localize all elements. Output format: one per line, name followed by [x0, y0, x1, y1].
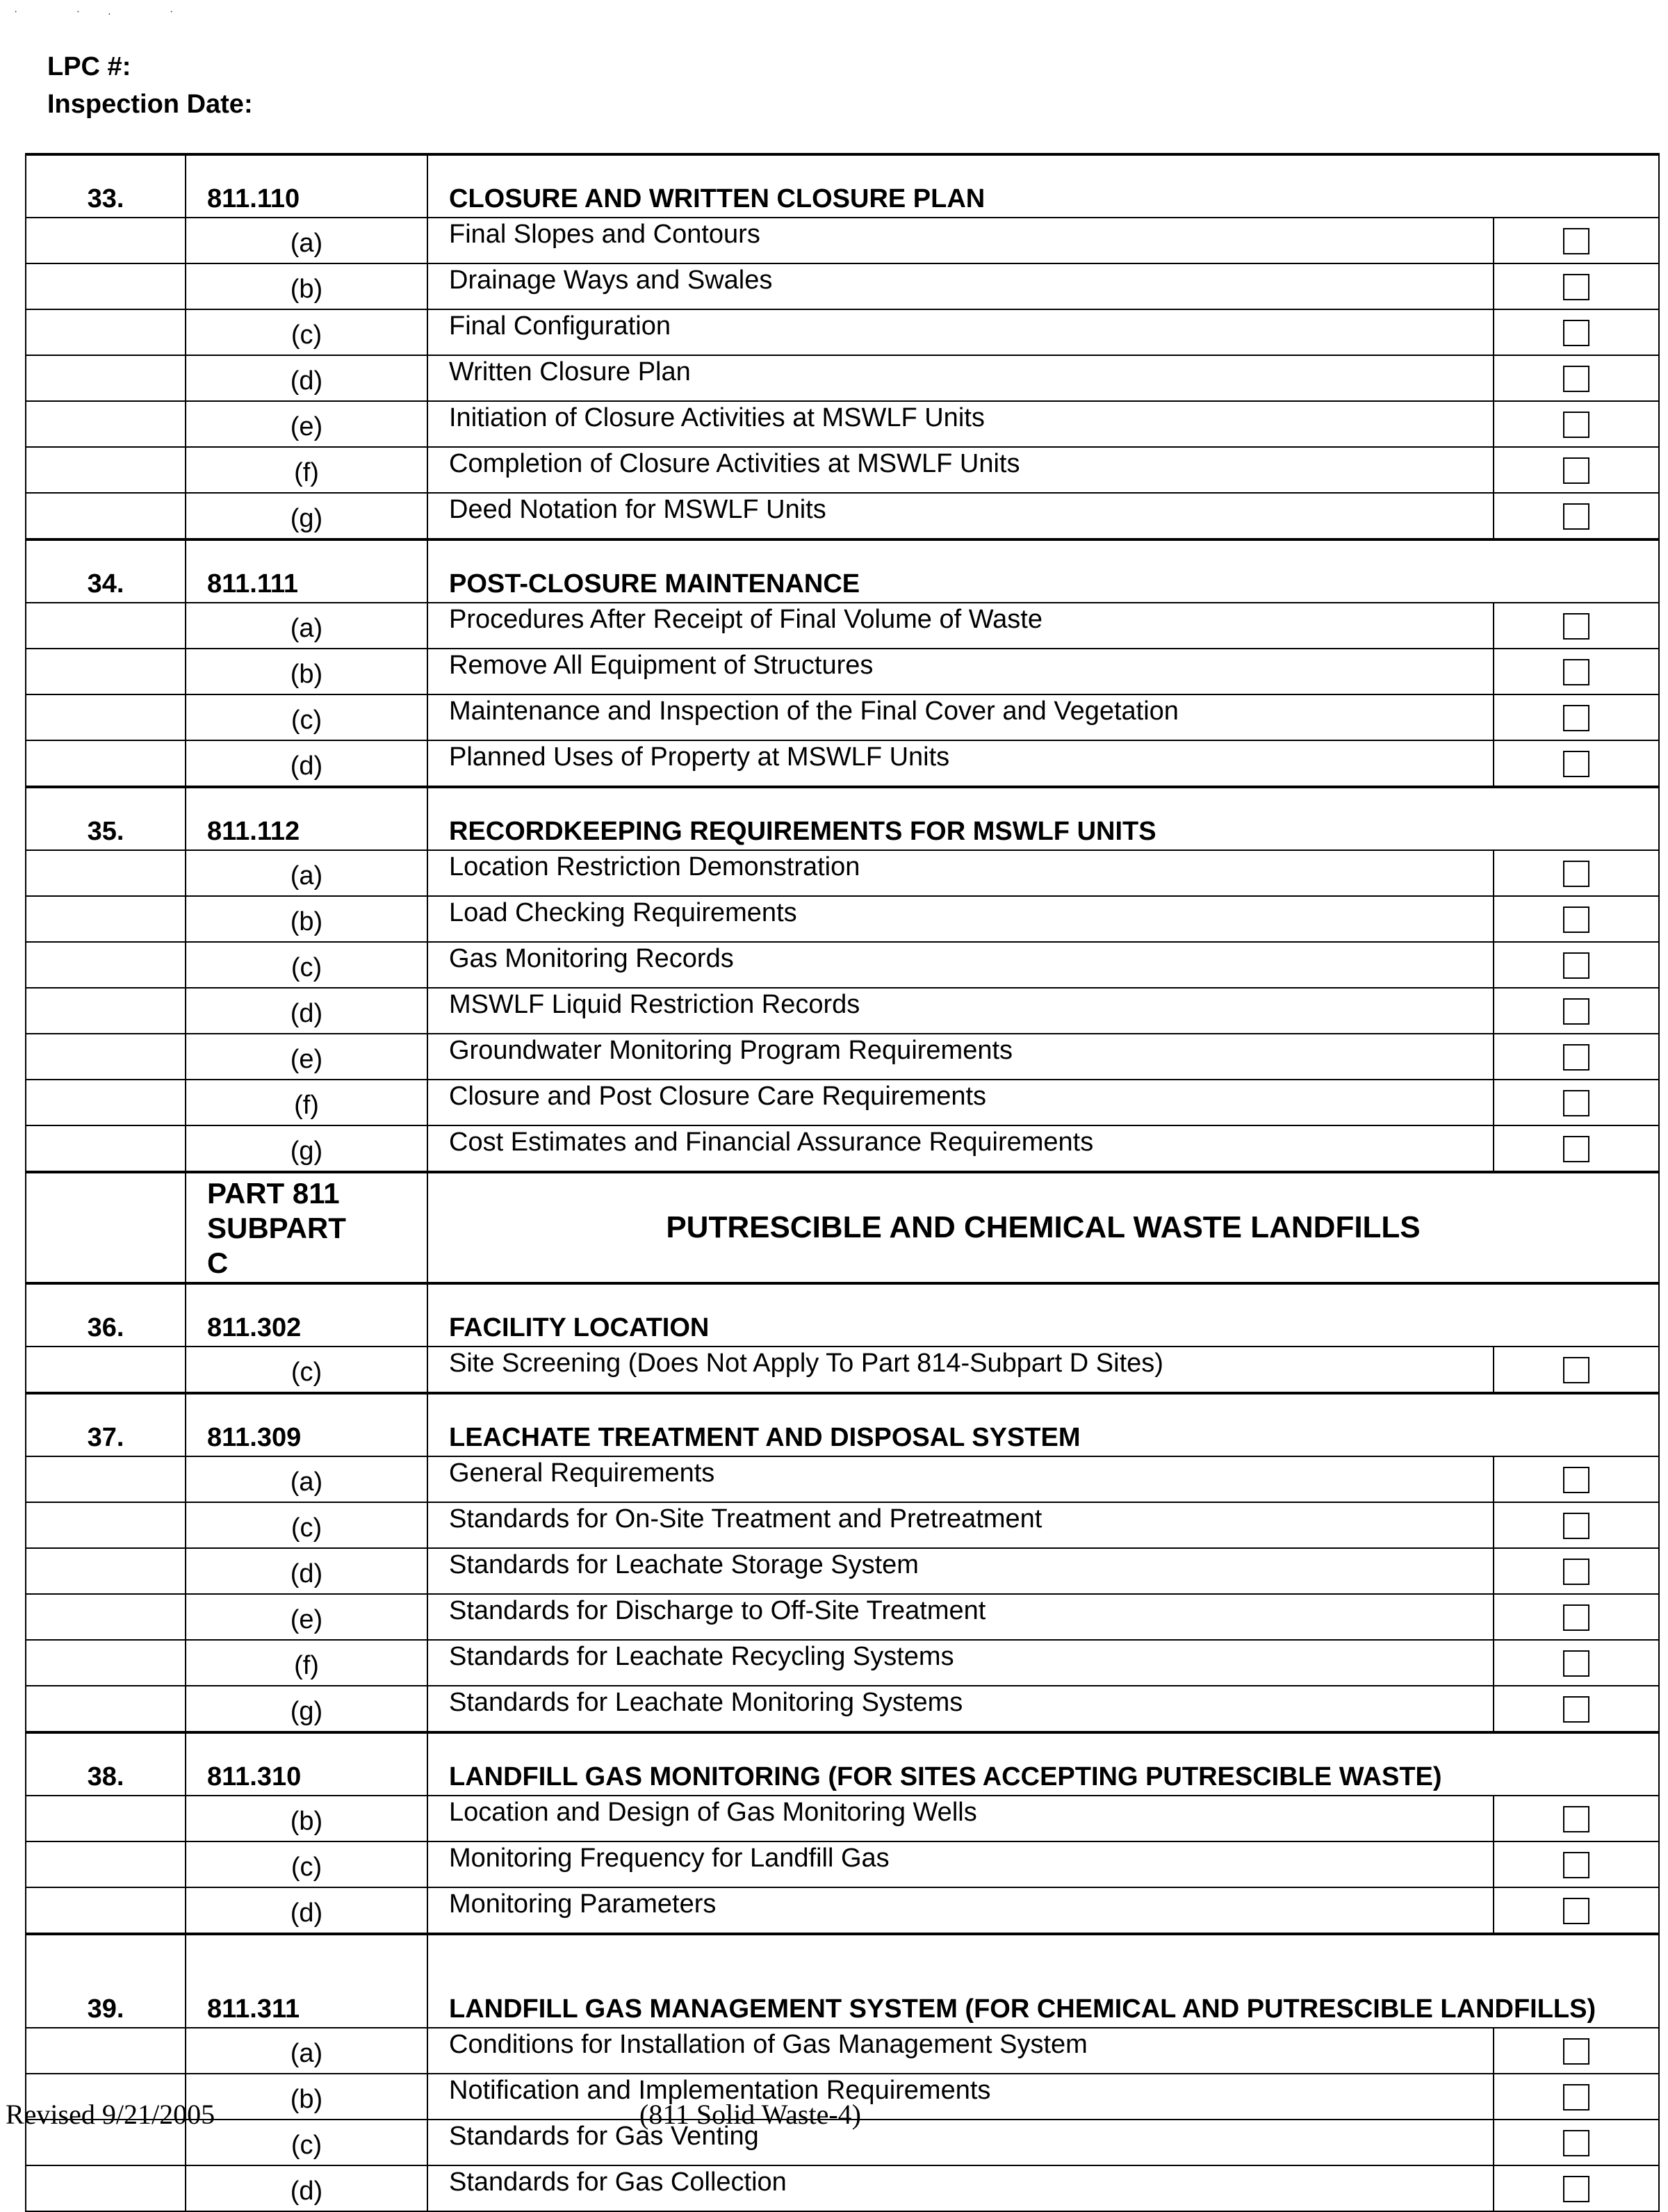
item-checkbox[interactable]	[1563, 1467, 1589, 1493]
section-header-row	[26, 787, 1659, 850]
subsection-label: (c)	[186, 309, 427, 355]
empty-number-cell	[26, 309, 186, 355]
item-checkbox[interactable]	[1563, 1650, 1589, 1677]
page-identifier: (811 Solid Waste-4)	[639, 2099, 861, 2130]
checkbox-cell	[1494, 1686, 1659, 1732]
section-number: 37.	[26, 1393, 186, 1456]
subsection-label: (g)	[186, 1686, 427, 1732]
item-description: Initiation of Closure Activities at MSWLF Units	[427, 401, 1494, 447]
item-description: Monitoring Frequency for Landfill Gas	[427, 1841, 1494, 1887]
regulation-number: 811.311	[186, 1934, 427, 2028]
empty-number-cell	[26, 942, 186, 988]
empty-number-cell	[26, 447, 186, 493]
checkbox-cell	[1494, 2028, 1659, 2074]
subsection-label: (d)	[186, 988, 427, 1034]
item-description: General Requirements	[427, 1456, 1494, 1502]
section-number: 39.	[26, 1934, 186, 2028]
section-title: CLOSURE AND WRITTEN CLOSURE PLAN	[427, 154, 1659, 218]
empty-number-cell	[26, 355, 186, 401]
checkbox-cell	[1494, 309, 1659, 355]
part-subpart-label	[186, 1172, 427, 1283]
item-description: Deed Notation for MSWLF Units	[427, 493, 1494, 539]
item-checkbox[interactable]	[1563, 2130, 1589, 2156]
subsection-label: (b)	[186, 2074, 427, 2120]
scan-marks: · ·. ·	[14, 6, 202, 17]
subsection-label: (c)	[186, 2120, 427, 2165]
section-header-row	[26, 1283, 1659, 1347]
checklist-item-row	[26, 896, 1659, 942]
checklist-item-row	[26, 1594, 1659, 1640]
item-description: Load Checking Requirements	[427, 896, 1494, 942]
checkbox-cell	[1494, 988, 1659, 1034]
item-checkbox[interactable]	[1563, 1090, 1589, 1116]
checkbox-cell	[1494, 2120, 1659, 2165]
item-checkbox[interactable]	[1563, 274, 1589, 300]
item-description: Standards for Gas Collection	[427, 2165, 1494, 2211]
empty-number-cell	[26, 401, 186, 447]
checklist-item-row	[26, 355, 1659, 401]
item-description: Maintenance and Inspection of the Final Cover and Vegetation	[427, 694, 1494, 740]
checklist-item-row	[26, 2028, 1659, 2074]
item-checkbox[interactable]	[1563, 659, 1589, 685]
item-description: Standards for Gas Venting	[427, 2120, 1494, 2165]
section-title: FACILITY LOCATION	[427, 1283, 1659, 1347]
subsection-label: (d)	[186, 740, 427, 787]
section-title: LANDFILL GAS MANAGEMENT SYSTEM (FOR CHEMICAL AND PUTRESCIBLE LANDFILLS)	[427, 1934, 1659, 2028]
checklist-item-row	[26, 1887, 1659, 1934]
checklist-item-row	[26, 649, 1659, 694]
item-checkbox[interactable]	[1563, 228, 1589, 254]
checklist-item-row	[26, 1034, 1659, 1080]
checkbox-cell	[1494, 942, 1659, 988]
empty-number-cell	[26, 1640, 186, 1686]
checklist-item-row	[26, 309, 1659, 355]
item-description: Conditions for Installation of Gas Management System	[427, 2028, 1494, 2074]
section-title: LEACHATE TREATMENT AND DISPOSAL SYSTEM	[427, 1393, 1659, 1456]
section-header-row	[26, 1934, 1659, 2028]
item-checkbox[interactable]	[1563, 861, 1589, 887]
checklist-item-row	[26, 740, 1659, 787]
subsection-label: (c)	[186, 1347, 427, 1393]
checkbox-cell	[1494, 493, 1659, 539]
checkbox-cell	[1494, 1034, 1659, 1080]
item-description: Notification and Implementation Requirements	[427, 2074, 1494, 2120]
subsection-label: (e)	[186, 1034, 427, 1080]
checklist-item-row	[26, 2165, 1659, 2211]
lpc-number-label: LPC #:	[47, 52, 131, 81]
checkbox-cell	[1494, 1548, 1659, 1594]
regulation-number: 811.310	[186, 1732, 427, 1796]
empty-number-cell	[26, 1080, 186, 1125]
item-checkbox[interactable]	[1563, 1806, 1589, 1832]
checklist-item-row	[26, 1796, 1659, 1841]
checklist-item-row	[26, 988, 1659, 1034]
empty-number-cell	[26, 1841, 186, 1887]
subsection-label: (a)	[186, 218, 427, 263]
subsection-label: (d)	[186, 1548, 427, 1594]
checklist-item-row	[26, 850, 1659, 896]
item-checkbox[interactable]	[1563, 1136, 1589, 1162]
section-number: 38.	[26, 1732, 186, 1796]
subsection-label: (c)	[186, 694, 427, 740]
section-number: 33.	[26, 154, 186, 218]
empty-number-cell	[26, 603, 186, 649]
subsection-label: (d)	[186, 1887, 427, 1934]
checkbox-cell	[1494, 1594, 1659, 1640]
empty-number-cell	[26, 263, 186, 309]
subsection-label: (b)	[186, 1796, 427, 1841]
section-number: 36.	[26, 1283, 186, 1347]
regulation-number: 811.110	[186, 154, 427, 218]
checklist-item-row	[26, 1456, 1659, 1502]
checkbox-cell	[1494, 1502, 1659, 1548]
item-description: Written Closure Plan	[427, 355, 1494, 401]
checklist-item-row	[26, 1502, 1659, 1548]
item-checkbox[interactable]	[1563, 2084, 1589, 2111]
subsection-label: (d)	[186, 2165, 427, 2211]
empty-number-cell	[26, 1034, 186, 1080]
item-description: Gas Monitoring Records	[427, 942, 1494, 988]
checklist-item-row	[26, 401, 1659, 447]
item-description: Planned Uses of Property at MSWLF Units	[427, 740, 1494, 787]
checkbox-cell	[1494, 2074, 1659, 2120]
checkbox-cell	[1494, 218, 1659, 263]
empty-number-cell	[26, 850, 186, 896]
empty-number-cell	[26, 493, 186, 539]
subsection-label: (a)	[186, 850, 427, 896]
subsection-label: (e)	[186, 1594, 427, 1640]
item-description: Procedures After Receipt of Final Volume of Waste	[427, 603, 1494, 649]
section-title: RECORDKEEPING REQUIREMENTS FOR MSWLF UNITS	[427, 787, 1659, 850]
item-description: Remove All Equipment of Structures	[427, 649, 1494, 694]
item-description: Standards for Leachate Recycling Systems	[427, 1640, 1494, 1686]
empty-number-cell	[26, 1347, 186, 1393]
item-checkbox[interactable]	[1563, 2038, 1589, 2065]
item-checkbox[interactable]	[1563, 906, 1589, 933]
item-checkbox[interactable]	[1563, 751, 1589, 777]
checkbox-cell	[1494, 694, 1659, 740]
checkbox-cell	[1494, 850, 1659, 896]
subsection-label: (f)	[186, 1080, 427, 1125]
empty-number-cell	[26, 218, 186, 263]
empty-number-cell	[26, 1456, 186, 1502]
section-header-row	[26, 154, 1659, 218]
subsection-label: (d)	[186, 355, 427, 401]
empty-number-cell	[26, 1548, 186, 1594]
item-description: Cost Estimates and Financial Assurance Requirements	[427, 1125, 1494, 1172]
checklist-item-row	[26, 603, 1659, 649]
subsection-label: (e)	[186, 401, 427, 447]
part-subpart-text: PART 811 SUBPART C	[207, 1177, 346, 1279]
subsection-label: (g)	[186, 493, 427, 539]
inspection-checklist-table	[25, 153, 1660, 2212]
checklist-item-row	[26, 1548, 1659, 1594]
checkbox-cell	[1494, 1080, 1659, 1125]
item-description: Monitoring Parameters	[427, 1887, 1494, 1934]
checkbox-cell	[1494, 1347, 1659, 1393]
checkbox-cell	[1494, 2165, 1659, 2211]
item-checkbox[interactable]	[1563, 2176, 1589, 2202]
item-description: Completion of Closure Activities at MSWLF Units	[427, 447, 1494, 493]
checklist-item-row	[26, 1347, 1659, 1393]
checkbox-cell	[1494, 263, 1659, 309]
empty-number-cell	[26, 1502, 186, 1548]
empty-number-cell	[26, 1172, 186, 1283]
item-checkbox[interactable]	[1563, 412, 1589, 438]
checkbox-cell	[1494, 401, 1659, 447]
subsection-label: (c)	[186, 1502, 427, 1548]
subsection-label: (b)	[186, 649, 427, 694]
checklist-item-row	[26, 694, 1659, 740]
checkbox-cell	[1494, 740, 1659, 787]
item-checkbox[interactable]	[1563, 457, 1589, 484]
checkbox-cell	[1494, 896, 1659, 942]
checklist-item-row	[26, 1841, 1659, 1887]
empty-number-cell	[26, 1686, 186, 1732]
revised-date: Revised 9/21/2005	[6, 2099, 215, 2130]
checkbox-cell	[1494, 1456, 1659, 1502]
section-number: 35.	[26, 787, 186, 850]
checkbox-cell	[1494, 447, 1659, 493]
checklist-item-row	[26, 1640, 1659, 1686]
subsection-label: (f)	[186, 1640, 427, 1686]
item-checkbox[interactable]	[1563, 1559, 1589, 1585]
empty-number-cell	[26, 649, 186, 694]
regulation-number: 811.111	[186, 539, 427, 603]
empty-number-cell	[26, 1887, 186, 1934]
item-checkbox[interactable]	[1563, 613, 1589, 640]
empty-number-cell	[26, 694, 186, 740]
empty-number-cell	[26, 896, 186, 942]
empty-number-cell	[26, 988, 186, 1034]
subsection-label: (b)	[186, 896, 427, 942]
item-description: Location Restriction Demonstration	[427, 850, 1494, 896]
checkbox-cell	[1494, 649, 1659, 694]
item-description: Standards for Leachate Storage System	[427, 1548, 1494, 1594]
checklist-item-row	[26, 263, 1659, 309]
checklist-body	[26, 154, 1659, 2211]
subsection-label: (g)	[186, 1125, 427, 1172]
item-description: MSWLF Liquid Restriction Records	[427, 988, 1494, 1034]
item-checkbox[interactable]	[1563, 952, 1589, 979]
subsection-label: (a)	[186, 603, 427, 649]
item-checkbox[interactable]	[1563, 998, 1589, 1025]
section-header-row	[26, 539, 1659, 603]
checklist-item-row	[26, 1686, 1659, 1732]
section-header-row	[26, 1732, 1659, 1796]
subsection-label: (f)	[186, 447, 427, 493]
part-divider-row	[26, 1172, 1659, 1283]
item-description: Standards for Discharge to Off-Site Treatment	[427, 1594, 1494, 1640]
checkbox-cell	[1494, 1640, 1659, 1686]
checkbox-cell	[1494, 1887, 1659, 1934]
section-header-row	[26, 1393, 1659, 1456]
subsection-label: (c)	[186, 1841, 427, 1887]
section-title: POST-CLOSURE MAINTENANCE	[427, 539, 1659, 603]
inspection-date-label: Inspection Date:	[47, 90, 253, 119]
subsection-label: (b)	[186, 263, 427, 309]
checklist-item-row	[26, 1080, 1659, 1125]
checkbox-cell	[1494, 1841, 1659, 1887]
item-checkbox[interactable]	[1563, 1604, 1589, 1631]
checkbox-cell	[1494, 603, 1659, 649]
section-number: 34.	[26, 539, 186, 603]
regulation-number: 811.302	[186, 1283, 427, 1347]
empty-number-cell	[26, 1796, 186, 1841]
checkbox-cell	[1494, 1125, 1659, 1172]
checkbox-cell	[1494, 355, 1659, 401]
item-checkbox[interactable]	[1563, 503, 1589, 530]
item-checkbox[interactable]	[1563, 1357, 1589, 1383]
empty-number-cell	[26, 1594, 186, 1640]
part-title: PUTRESCIBLE AND CHEMICAL WASTE LANDFILLS	[427, 1172, 1659, 1283]
item-checkbox[interactable]	[1563, 1852, 1589, 1878]
item-description: Standards for On-Site Treatment and Pretreatment	[427, 1502, 1494, 1548]
empty-number-cell	[26, 1125, 186, 1172]
empty-number-cell	[26, 2165, 186, 2211]
item-description: Final Configuration	[427, 309, 1494, 355]
item-description: Drainage Ways and Swales	[427, 263, 1494, 309]
item-description: Groundwater Monitoring Program Requirements	[427, 1034, 1494, 1080]
subsection-label: (a)	[186, 2028, 427, 2074]
item-checkbox[interactable]	[1563, 1513, 1589, 1539]
regulation-number: 811.112	[186, 787, 427, 850]
checklist-item-row	[26, 447, 1659, 493]
item-checkbox[interactable]	[1563, 1898, 1589, 1924]
empty-number-cell	[26, 2028, 186, 2074]
item-checkbox[interactable]	[1563, 1696, 1589, 1723]
item-checkbox[interactable]	[1563, 366, 1589, 392]
item-description: Site Screening (Does Not Apply To Part 814-Subpart D Sites)	[427, 1347, 1494, 1393]
checklist-item-row	[26, 218, 1659, 263]
checklist-item-row	[26, 493, 1659, 539]
item-checkbox[interactable]	[1563, 320, 1589, 346]
item-checkbox[interactable]	[1563, 705, 1589, 731]
section-title: LANDFILL GAS MONITORING (FOR SITES ACCEPTING PUTRESCIBLE WASTE)	[427, 1732, 1659, 1796]
checklist-item-row	[26, 942, 1659, 988]
subsection-label: (a)	[186, 1456, 427, 1502]
item-description: Closure and Post Closure Care Requirements	[427, 1080, 1494, 1125]
checkbox-cell	[1494, 1796, 1659, 1841]
item-description: Standards for Leachate Monitoring Systems	[427, 1686, 1494, 1732]
checklist-item-row	[26, 1125, 1659, 1172]
item-description: Location and Design of Gas Monitoring Wells	[427, 1796, 1494, 1841]
item-checkbox[interactable]	[1563, 1044, 1589, 1071]
subsection-label: (c)	[186, 942, 427, 988]
item-description: Final Slopes and Contours	[427, 218, 1494, 263]
empty-number-cell	[26, 740, 186, 787]
regulation-number: 811.309	[186, 1393, 427, 1456]
